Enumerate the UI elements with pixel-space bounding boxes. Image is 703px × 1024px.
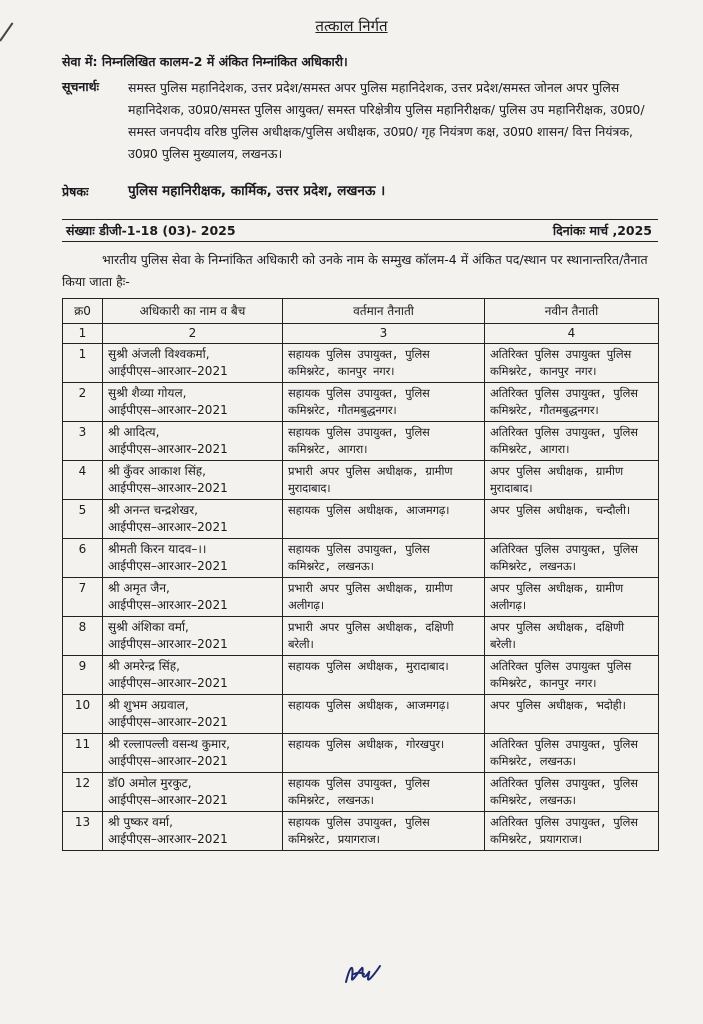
new-posting: अतिरिक्त पुलिस उपायुक्त, पुलिस कमिश्नरेट, लखनऊ। bbox=[485, 539, 659, 578]
header-current-posting: वर्तमान तैनाती bbox=[283, 299, 485, 324]
table-row bbox=[63, 578, 659, 617]
current-posting: प्रभारी अपर पुलिस अधीक्षक, दक्षिणी बरेली। bbox=[283, 617, 485, 656]
table-row bbox=[63, 656, 659, 695]
table-row bbox=[63, 617, 659, 656]
new-posting: अतिरिक्त पुलिस उपायुक्त पुलिस कमिश्नरेट, कानपुर नगर। bbox=[485, 656, 659, 695]
officer-batch: आईपीएस–आरआर–2021 bbox=[108, 637, 228, 651]
row-serial: 2 bbox=[63, 383, 103, 422]
officer-name: सुश्री अंजली विश्वकर्मा, bbox=[108, 347, 210, 361]
current-posting: सहायक पुलिस अधीक्षक, आजमगढ़। bbox=[283, 500, 485, 539]
table-row bbox=[63, 422, 659, 461]
officer-name: श्री अमृत जैन, bbox=[108, 581, 170, 595]
officer-cell bbox=[103, 461, 283, 500]
header-officer: अधिकारी का नाम व बैच bbox=[103, 299, 283, 324]
row-serial: 6 bbox=[63, 539, 103, 578]
reference-bar bbox=[62, 219, 658, 242]
officer-batch: आईपीएस–आरआर–2021 bbox=[108, 481, 228, 495]
officer-name: सुश्री अंशिका वर्मा, bbox=[108, 620, 189, 634]
officer-batch: आईपीएस–आरआर–2021 bbox=[108, 832, 228, 846]
officer-batch: आईपीएस–आरआर–2021 bbox=[108, 676, 228, 690]
officer-cell bbox=[103, 344, 283, 383]
info-recipients: समस्त पुलिस महानिदेशक, उत्तर प्रदेश/समस्त अपर पुलिस महानिदेशक, उत्तर प्रदेश/समस्त जोनल अपर पुलिस महानिदेशक, उ0प्र0/समस्त पुलिस आयुक्त/ समस्त परिक्षेत्रीय पुलिस महानिरीक्षक/ पुलिस उप महानिरीक्षक, उ0प्र0/ समस्त जनपदीय वरिष्ठ पुलिस अधीक्षक/पुलिस अधीक्षक, उ0प्र0/ गृह नियंत्रण कक्ष, उ0प्र0 शासन/ वित्त नियंत्रक, उ0प्र0 पुलिस मुख्यालय, लखनऊ। bbox=[128, 80, 645, 161]
new-posting: अपर पुलिस अधीक्षक, ग्रामीण अलीगढ़। bbox=[485, 578, 659, 617]
officer-cell bbox=[103, 617, 283, 656]
table-row bbox=[63, 500, 659, 539]
officer-cell bbox=[103, 500, 283, 539]
table-row bbox=[63, 695, 659, 734]
signature-icon bbox=[340, 958, 390, 988]
new-posting: अतिरिक्त पुलिस उपायुक्त, पुलिस कमिश्नरेट, प्रयागराज। bbox=[485, 812, 659, 851]
row-serial: 7 bbox=[63, 578, 103, 617]
table-header-row bbox=[63, 299, 659, 324]
current-posting: सहायक पुलिस उपायुक्त, पुलिस कमिश्नरेट, लखनऊ। bbox=[283, 773, 485, 812]
officer-batch: आईपीएस–आरआर–2021 bbox=[108, 364, 228, 378]
intro-paragraph: भारतीय पुलिस सेवा के निम्नांकित अधिकारी को उनके नाम के सम्मुख कॉलम-4 में अंकित पद/स्थान पर स्थानान्तरित/तैनात किया जाता हैः- bbox=[62, 252, 648, 289]
header-new-posting: नवीन तैनाती bbox=[485, 299, 659, 324]
sender-text: पुलिस महानिरीक्षक, कार्मिक, उत्तर प्रदेश, लखनऊ । bbox=[128, 183, 386, 199]
officer-batch: आईपीएस–आरआर–2021 bbox=[108, 442, 228, 456]
row-serial: 4 bbox=[63, 461, 103, 500]
officer-batch: आईपीएस–आरआर–2021 bbox=[108, 598, 228, 612]
officer-cell bbox=[103, 656, 283, 695]
officer-batch: आईपीएस–आरआर–2021 bbox=[108, 754, 228, 768]
officer-cell bbox=[103, 695, 283, 734]
row-serial: 12 bbox=[63, 773, 103, 812]
table-row bbox=[63, 812, 659, 851]
officer-cell bbox=[103, 773, 283, 812]
officer-name: श्रीमती किरन यादव–।। bbox=[108, 542, 207, 556]
new-posting: अतिरिक्त पुलिस उपायुक्त, पुलिस कमिश्नरेट, गौतमबुद्धनगर। bbox=[485, 383, 659, 422]
row-serial: 3 bbox=[63, 422, 103, 461]
column-number-row bbox=[63, 324, 659, 344]
officer-batch: आईपीएस–आरआर–2021 bbox=[108, 520, 228, 534]
document-title: तत्काल निर्गत bbox=[315, 17, 388, 35]
column-number: 1 bbox=[63, 324, 103, 344]
officer-batch: आईपीएस–आरआर–2021 bbox=[108, 715, 228, 729]
addressee-line: सेवा में: निम्नलिखित कालम-2 में अंकित निम्नांकित अधिकारी। bbox=[62, 54, 348, 69]
current-posting: सहायक पुलिस उपायुक्त, पुलिस कमिश्नरेट, कानपुर नगर। bbox=[283, 344, 485, 383]
table-row bbox=[63, 461, 659, 500]
column-number: 2 bbox=[103, 324, 283, 344]
officer-cell bbox=[103, 578, 283, 617]
column-number: 4 bbox=[485, 324, 659, 344]
reference-number: संख्याः डीजी-1-18 (03)- 2025 bbox=[66, 223, 236, 238]
row-serial: 10 bbox=[63, 695, 103, 734]
new-posting: अपर पुलिस अधीक्षक, ग्रामीण मुरादाबाद। bbox=[485, 461, 659, 500]
current-posting: सहायक पुलिस उपायुक्त, पुलिस कमिश्नरेट, आगरा। bbox=[283, 422, 485, 461]
row-serial: 1 bbox=[63, 344, 103, 383]
new-posting: अपर पुलिस अधीक्षक, दक्षिणी बरेली। bbox=[485, 617, 659, 656]
new-posting: अतिरिक्त पुलिस उपायुक्त पुलिस कमिश्नरेट, कानपुर नगर। bbox=[485, 344, 659, 383]
officer-cell bbox=[103, 734, 283, 773]
officer-name: डॉ0 अमोल मुरकुट, bbox=[108, 776, 192, 790]
officer-name: श्री पुष्कर वर्मा, bbox=[108, 815, 173, 829]
current-posting: प्रभारी अपर पुलिस अधीक्षक, ग्रामीण अलीगढ़। bbox=[283, 578, 485, 617]
officer-cell bbox=[103, 812, 283, 851]
officer-batch: आईपीएस–आरआर–2021 bbox=[108, 793, 228, 807]
table-row bbox=[63, 383, 659, 422]
officer-name: श्री अनन्त चन्द्रशेखर, bbox=[108, 503, 198, 517]
current-posting: सहायक पुलिस अधीक्षक, गोरखपुर। bbox=[283, 734, 485, 773]
officer-name: श्री अमरेन्द्र सिंह, bbox=[108, 659, 180, 673]
new-posting: अपर पुलिस अधीक्षक, चन्दौली। bbox=[485, 500, 659, 539]
row-serial: 9 bbox=[63, 656, 103, 695]
transfer-table bbox=[62, 298, 659, 851]
current-posting: सहायक पुलिस अधीक्षक, आजमगढ़। bbox=[283, 695, 485, 734]
table-row bbox=[63, 734, 659, 773]
header-serial: क्र0 bbox=[63, 299, 103, 324]
officer-cell bbox=[103, 383, 283, 422]
reference-date: दिनांकः मार्च ,2025 bbox=[552, 223, 652, 238]
column-number: 3 bbox=[283, 324, 485, 344]
current-posting: सहायक पुलिस अधीक्षक, मुरादाबाद। bbox=[283, 656, 485, 695]
officer-batch: आईपीएस–आरआर–2021 bbox=[108, 559, 228, 573]
table-row bbox=[63, 344, 659, 383]
new-posting: अतिरिक्त पुलिस उपायुक्त, पुलिस कमिश्नरेट, लखनऊ। bbox=[485, 773, 659, 812]
officer-name: श्री रल्लापल्ली वसन्थ कुमार, bbox=[108, 737, 230, 751]
officer-cell bbox=[103, 539, 283, 578]
current-posting: प्रभारी अपर पुलिस अधीक्षक, ग्रामीण मुरादाबाद। bbox=[283, 461, 485, 500]
current-posting: सहायक पुलिस उपायुक्त, पुलिस कमिश्नरेट, प्रयागराज। bbox=[283, 812, 485, 851]
new-posting: अतिरिक्त पुलिस उपायुक्त, पुलिस कमिश्नरेट, लखनऊ। bbox=[485, 734, 659, 773]
info-label: सूचनार्थः bbox=[62, 79, 100, 94]
officer-name: श्री आदित्य, bbox=[108, 425, 160, 439]
officer-cell bbox=[103, 422, 283, 461]
table-row bbox=[63, 773, 659, 812]
officer-name: श्री कुँवर आकाश सिंह, bbox=[108, 464, 206, 478]
officer-name: श्री शुभम अग्रवाल, bbox=[108, 698, 189, 712]
sender-label: प्रेषकः bbox=[62, 184, 89, 199]
current-posting: सहायक पुलिस उपायुक्त, पुलिस कमिश्नरेट, लखनऊ। bbox=[283, 539, 485, 578]
new-posting: अतिरिक्त पुलिस उपायुक्त, पुलिस कमिश्नरेट, आगरा। bbox=[485, 422, 659, 461]
row-serial: 8 bbox=[63, 617, 103, 656]
row-serial: 5 bbox=[63, 500, 103, 539]
officer-batch: आईपीएस–आरआर–2021 bbox=[108, 403, 228, 417]
new-posting: अपर पुलिस अधीक्षक, भदोही। bbox=[485, 695, 659, 734]
current-posting: सहायक पुलिस उपायुक्त, पुलिस कमिश्नरेट, गौतमबुद्धनगर। bbox=[283, 383, 485, 422]
officer-name: सुश्री शैव्या गोयल, bbox=[108, 386, 187, 400]
row-serial: 11 bbox=[63, 734, 103, 773]
row-serial: 13 bbox=[63, 812, 103, 851]
table-row bbox=[63, 539, 659, 578]
